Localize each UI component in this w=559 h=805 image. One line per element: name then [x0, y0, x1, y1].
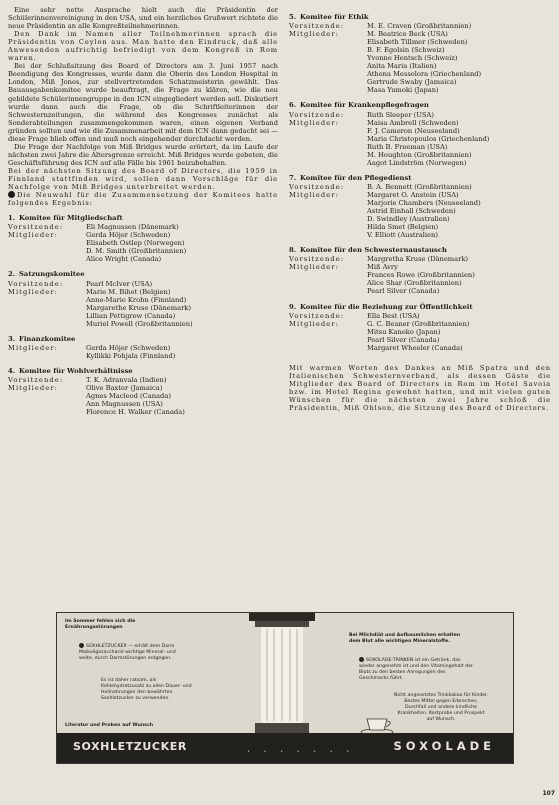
members-label	[8, 352, 86, 360]
committee-heading	[289, 303, 551, 311]
committee-member-row	[8, 288, 278, 296]
members-label	[289, 223, 367, 231]
members-label	[289, 151, 367, 159]
committee-member-row	[289, 30, 551, 38]
committee-name: Finanzkomitee	[19, 334, 76, 343]
page-number: 107	[542, 790, 555, 797]
committee-member-row	[289, 119, 551, 127]
intro-paragraph-4: Die Frage der Nachfolge von Miß Bridges wurde erörtert, da im Laufe der nächsten zwei Jahre die Altersgrenze erreicht. Miß Bridges wurde gebeten, die Geschäftsführung des ICN auf alle Fälle bis 1961 beizubehalten.	[8, 142, 278, 167]
committee-number: 2.	[8, 270, 16, 279]
members-label	[8, 408, 86, 416]
member-name: D. M. Smith (Großbritannien)	[86, 247, 187, 256]
member-name: Athena Messolora (Griechenland)	[367, 70, 482, 79]
committee-member-row	[289, 78, 551, 86]
committee-member-row	[289, 328, 551, 336]
ad-footer-left: Literatur und Proben auf Wunsch	[65, 723, 154, 728]
member-name: Margaret O. Anstein (USA)	[367, 190, 459, 199]
closing-paragraph: Mit warmen Worten des Dankes an Miß Spatra und den Italienischen Schwesternverband, als dessen Gäste die Mitglieder des Board of Directors in Rom im Hotel Savoia bzw. im Hotel Regina gewohnt hatten, und mit vielen guten Wünschen für die nächsten zwei Jahre schloß die Präsidentin, Miß Ohlson, die Sitzung des Board of Directors.	[289, 363, 551, 413]
member-name: Alice Wright (Canada)	[86, 255, 162, 264]
cup-icon	[359, 713, 399, 735]
brand-soxolade: SOXOLADE	[393, 739, 495, 753]
committee-heading	[289, 13, 551, 21]
ad-right-intro: Bei Milchdiät und Aufbaumilchen erhalten dem Blut alle wichtigen Mineralstoffe.	[349, 633, 461, 644]
committee-member-row	[8, 304, 278, 312]
committee-name: Komitee für den Schwesternaustausch	[300, 246, 447, 255]
committee-member-row	[8, 247, 278, 255]
member-name: Frances Rowe (Großbritannien)	[367, 271, 475, 280]
committee-member-row	[289, 207, 551, 215]
members-label: Mitglieder:	[289, 190, 339, 199]
band-dots-icon: • • • • • • •	[247, 749, 356, 755]
bullet-icon	[359, 657, 364, 662]
committee-name: Satzungskomitee	[19, 270, 85, 279]
members-label	[289, 336, 367, 344]
ad-middle-text: Es ist daher ratsam, als Kohlehydratzusatz zu allen Dauer- und Heilnahrungen den bewährten Soxhletzucker zu verwenden.	[101, 678, 192, 701]
chair-name: T. K. Adranvala (Indien)	[86, 375, 167, 384]
committee-number: 3.	[8, 334, 16, 343]
member-name: F. J. Cameron (Neuseeland)	[367, 126, 460, 135]
committee-heading	[8, 335, 278, 343]
chair-label: Vorsitzende:	[8, 375, 64, 384]
committee-member-row	[289, 127, 551, 135]
member-name: Gerda Höjer (Schweden)	[86, 343, 171, 352]
members-label	[289, 271, 367, 279]
intro-paragraph-1: Eine sehr nette Ansprache hielt auch die Präsidentin der Schülerinnenvereinigung in den USA, und ein herzliches Grußwort richtete die neue Präsidentin an alle Kongreßteilnehmerinnen.	[8, 6, 278, 31]
committee-number: 4.	[8, 366, 16, 375]
member-name: Anne-Marie Krohn (Finnland)	[86, 295, 187, 304]
committee-member-row	[289, 199, 551, 207]
committee-number: 1.	[8, 214, 16, 223]
committee-number: 9.	[289, 302, 297, 311]
ad-intro: Im Sommer fehlen sich die Ernährungsstörungen	[65, 619, 136, 630]
committee-chair-row	[289, 312, 551, 320]
right-column	[289, 6, 551, 412]
members-label	[8, 296, 86, 304]
committee-member-row	[289, 215, 551, 223]
committee-name: Komitee für Ethik	[300, 13, 369, 21]
intro-paragraph-6: Die Neuwahl für die Zusammensetzung der Komitees hatte folgendes Ergebnis:	[8, 191, 278, 208]
members-label	[8, 239, 86, 247]
committee-member-row	[8, 400, 278, 408]
committee-number: 8.	[289, 246, 297, 255]
members-label	[289, 78, 367, 86]
committee-heading	[8, 270, 278, 278]
committee-list-right	[289, 13, 551, 352]
member-name: Pearl Silver (Canada)	[367, 335, 440, 344]
member-name: Yvonne Hentsch (Schweiz)	[367, 54, 458, 63]
members-label	[289, 344, 367, 352]
committee-heading	[289, 101, 551, 109]
member-name: Gerda Höjer (Schweden)	[86, 231, 171, 240]
member-name: Marie M. Bihet (Belgien)	[86, 287, 171, 296]
committee-member-row	[8, 239, 278, 247]
committee-name: Komitee für Mitgliedschaft	[19, 214, 123, 223]
member-name: M. Beatrice Beck (USA)	[367, 30, 448, 39]
member-name: Mitsu Kaneko (Japan)	[367, 327, 441, 336]
member-name: Masa Yumoki (Japan)	[367, 86, 439, 95]
members-label	[289, 207, 367, 215]
advertisement	[56, 612, 514, 764]
chair-name: Ella Best (USA)	[367, 311, 420, 320]
member-name: Pearl Silver (Canada)	[367, 287, 440, 296]
chair-name: Eli Magnussen (Dänemark)	[86, 223, 179, 232]
members-label	[289, 46, 367, 54]
committee-number: 6.	[289, 101, 297, 110]
committee-member-row	[8, 296, 278, 304]
member-name: Ruth B. Freeman (USA)	[367, 142, 448, 151]
committee-number: 7.	[289, 173, 297, 182]
member-name: Ann Magnussen (USA)	[86, 400, 163, 409]
member-name: Margaret Wheeler (Canada)	[367, 343, 463, 352]
committee-member-row	[8, 352, 278, 360]
member-name: Kyllikki Pohjala (Finnland)	[86, 351, 176, 360]
ad-brand-band	[57, 733, 513, 763]
member-name: Anita Maria (Italien)	[367, 62, 437, 71]
committee-heading	[8, 367, 278, 375]
chair-name: Ruth Sleeper (USA)	[367, 110, 434, 119]
members-label	[289, 62, 367, 70]
committee-member-row	[289, 86, 551, 94]
members-label	[289, 70, 367, 78]
committee-member-row	[289, 135, 551, 143]
member-name: Elisabeth Ostlep (Norwegen)	[86, 239, 185, 248]
committee-member-row	[289, 344, 551, 352]
committee-member-row	[289, 143, 551, 151]
member-name: Agnes Macleod (Canada)	[86, 392, 171, 401]
committee-member-row	[289, 320, 551, 328]
committee-member-row	[289, 46, 551, 54]
committee-member-row	[289, 271, 551, 279]
committee-member-row	[8, 312, 278, 320]
committee-member-row	[8, 231, 278, 239]
members-label: Mitglieder:	[289, 319, 339, 328]
member-name: Margarethe Kruse (Dänemark)	[86, 303, 191, 312]
member-name: Lillian Pettigrew (Canada)	[86, 311, 176, 320]
ad-right-small: Nicht angesetztes Trinkkakao für Kinder. Bestes Mittel gegen Erbrechen, Durchfall und andere kindliche Krankheiten. Kostprobe und Prospekt auf Wunsch.	[393, 693, 489, 722]
members-label	[289, 199, 367, 207]
committee-chair-row	[8, 376, 278, 384]
committee-member-row	[289, 231, 551, 239]
committee-name: Komitee für die Beziehung zur Öffentlichkeit	[300, 302, 473, 311]
committee-member-row	[289, 159, 551, 167]
members-label	[289, 279, 367, 287]
member-name: Maisa Ambrell (Schweden)	[367, 118, 459, 127]
committee-name: Komitee für den Pflegedienst	[300, 173, 412, 182]
member-name: D. Swindley (Australien)	[367, 215, 450, 224]
intro-paragraph-3: Bei der Schlußsitzung des Board of Directors am 3. Juni 1957 nach Beendigung des Kongresses, wurde dann die Oberin des London Hospital in London, Miß Jones, zur stellvertretenden Schatzmeisterin gewählt. Das Bauausgabenkomitee wurde beauftragt, die Frage zu klären, wie die neu gebildete Schülerinnengruppe in den ICN eingegliedert werden soll. Diskutiert wurde dann auch die Frage, ob die Schriftleiterinnen der Schwesternzeitungen, die während des Kongresses zunächst als Sonderabteilungen zusammengekommen waren, einen eigenen Verband gründen sollten und wie die Zusammenarbeit mit dem ICN dann gedacht sei — diese Frage blieb offen und muß noch eingehender durchdacht werden.	[8, 62, 278, 143]
margin-mark-icon	[8, 191, 15, 198]
members-label	[289, 159, 367, 167]
members-label	[8, 312, 86, 320]
members-label	[8, 320, 86, 328]
member-name: Olive Baxter (Jamaica)	[86, 384, 163, 393]
committee-chair-row	[289, 183, 551, 191]
committee-member-row	[8, 384, 278, 392]
members-label: Mitglieder:	[289, 263, 339, 272]
committee-member-row	[289, 70, 551, 78]
member-name: Marjorie Chambers (Neuseeland)	[367, 198, 481, 207]
committee-member-row	[289, 151, 551, 159]
chair-label: Vorsitzende:	[289, 110, 345, 119]
committee-member-row	[289, 287, 551, 295]
bullet-icon	[79, 643, 84, 648]
committee-chair-row	[289, 111, 551, 119]
members-label	[289, 143, 367, 151]
committee-name: Komitee für Wohlverhältnisse	[19, 366, 133, 375]
chair-name: B. A. Bennett (Großbritannien)	[367, 182, 472, 191]
members-label: Mitglieder:	[8, 384, 58, 393]
member-name: Gertrude Swaby (Jamaica)	[367, 78, 457, 87]
members-label	[289, 127, 367, 135]
committee-member-row	[289, 191, 551, 199]
members-label: Mitglieder:	[8, 231, 58, 240]
committee-member-row	[8, 320, 278, 328]
members-label	[289, 38, 367, 46]
intro-paragraph-2: Den Dank im Namen aller Teilnehmerinnen sprach die Präsidentin von Ceylon aus. Man hatte den Eindruck, daß alle Anwesenden aufrichtig befriedigt von dem Kongreß in Rom waren.	[8, 30, 278, 63]
committee-member-row	[289, 279, 551, 287]
chair-label: Vorsitzende:	[8, 223, 64, 232]
committee-chair-row	[289, 255, 551, 263]
chair-name: Margretha Kruse (Dänemark)	[367, 255, 468, 264]
ad-product-right: SOXOLADE-TRINKEN ist ein Getränk, das wieder angenehm ist und den Vitamingehalt der Bluts zu den besten Anregungen des Geschmacks führt.	[359, 658, 473, 681]
chair-label: Vorsitzende:	[289, 182, 345, 191]
committee-chair-row	[8, 280, 278, 288]
members-label	[289, 135, 367, 143]
chair-name: Pearl McIver (USA)	[86, 279, 153, 288]
committee-number: 5.	[289, 13, 297, 21]
committee-heading	[8, 214, 278, 222]
committee-member-row	[289, 54, 551, 62]
members-label: Mitglieder:	[289, 118, 339, 127]
committee-name: Komitee für Krankenpflegefragen	[300, 101, 429, 110]
members-label: Mitglieder:	[8, 343, 58, 352]
column-pillar-icon	[245, 613, 319, 733]
ad-product-left: SOXHLETZUCKER — erhält dem Darm Malkoligosaccharid wichtige Mineral- und weite, durch Darmstörungen entgegen.	[79, 644, 176, 661]
chair-label: Vorsitzende:	[289, 311, 345, 320]
member-name: Elisabeth Tillmer (Schweden)	[367, 38, 468, 47]
committee-member-row	[289, 38, 551, 46]
member-name: Miß Avry	[367, 263, 398, 272]
committee-member-row	[8, 392, 278, 400]
members-label: Mitglieder:	[8, 287, 58, 296]
committee-member-row	[8, 255, 278, 263]
chair-label: Vorsitzende:	[289, 22, 345, 31]
member-name: Florence H. Walker (Canada)	[86, 408, 185, 417]
members-label	[8, 255, 86, 263]
members-label	[289, 86, 367, 94]
committee-member-row	[289, 336, 551, 344]
committee-list-left	[8, 214, 278, 416]
members-label	[8, 304, 86, 312]
committee-heading	[289, 174, 551, 182]
intro-paragraph-5: Bei der nächsten Sitzung des Board of Directors, die 1959 in Finnland stattfinden wird, sollen dann Vorschläge für die Nachfolge von Miß Bridges unterbreitet werden.	[8, 166, 278, 192]
chair-label: Vorsitzende:	[8, 279, 64, 288]
member-name: Hilda Smet (Belgien)	[367, 223, 439, 232]
committee-member-row	[289, 263, 551, 271]
committee-chair-row	[8, 223, 278, 231]
members-label	[8, 247, 86, 255]
left-column	[8, 6, 278, 416]
committee-member-row	[8, 408, 278, 416]
members-label	[8, 400, 86, 408]
chair-label: Vorsitzende:	[289, 255, 345, 264]
member-name: V. Elliott (Australien)	[367, 231, 438, 240]
members-label	[289, 328, 367, 336]
chair-name: M. E. Craven (Großbritannien)	[367, 22, 472, 31]
members-label	[8, 392, 86, 400]
member-name: Alice Shar (Großbritannien)	[367, 279, 462, 288]
members-label	[289, 215, 367, 223]
members-label: Mitglieder:	[289, 30, 339, 39]
members-label	[289, 54, 367, 62]
members-label	[289, 231, 367, 239]
committee-chair-row	[289, 22, 551, 30]
committee-member-row	[289, 62, 551, 70]
member-name: Maria Christopoulos (Griechenland)	[367, 134, 490, 143]
brand-soxhletzucker: SOXHLETZUCKER	[73, 740, 187, 753]
member-name: B. F. Egolsin (Schweiz)	[367, 46, 445, 55]
member-name: Astrid Einhall (Schweden)	[367, 207, 456, 216]
member-name: M. Houghton (Großbritannien)	[367, 150, 472, 159]
member-name: G. C. Beaner (Großbritannien)	[367, 319, 470, 328]
member-name: Muriel Powell (Großbritannien)	[86, 319, 193, 328]
members-label	[289, 287, 367, 295]
member-name: Aagot Lindström (Norwegen)	[367, 158, 467, 167]
committee-member-row	[8, 344, 278, 352]
committee-heading	[289, 246, 551, 254]
committee-member-row	[289, 223, 551, 231]
